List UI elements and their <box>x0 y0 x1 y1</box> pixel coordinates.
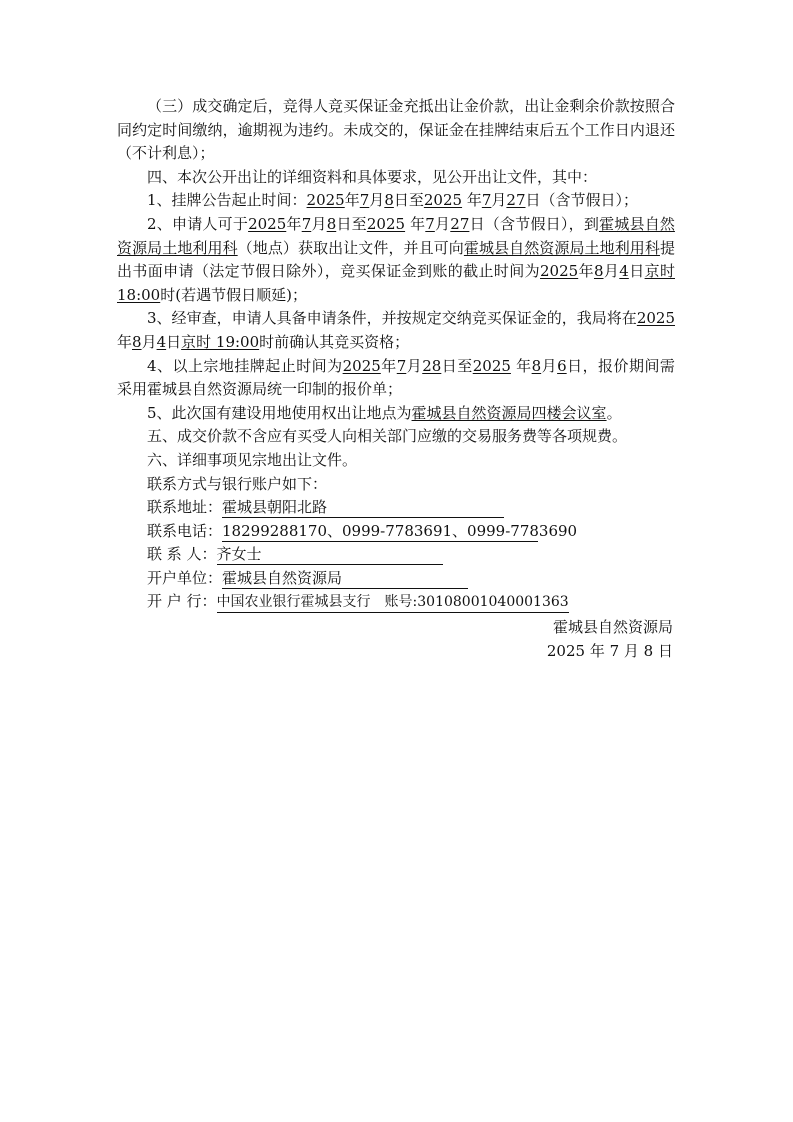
document-body <box>117 95 675 614</box>
item-listing-period: 1、挂牌公告起止时间：2025年7月8日至2025 年7月27日（含节假日）； <box>147 191 639 210</box>
contact-person: 齐女士 <box>217 545 443 565</box>
contact-address: 霍城县朝阳北路 <box>222 498 504 518</box>
contact-phone-row: 联系电话：18299288170、0999-7783691、0999-7783690 <box>147 521 578 540</box>
signature-org: 霍城县自然资源局 <box>552 618 673 636</box>
item-transfer-location: 5、此次国有建设用地使用权出让地点为霍城县自然资源局四楼会议室。 <box>147 403 622 422</box>
location-land-use-office: 霍城县自然资源局土地利用科 <box>117 214 675 257</box>
paragraph-section-six: 六、详细事项见宗地出让文件。 <box>147 450 358 469</box>
contact-person-row: 联 系 人：齐女士 <box>147 543 675 567</box>
contact-unit-row: 开户单位：霍城县自然资源局 <box>147 567 675 591</box>
paragraph-deposit-offset: （三）成交确定后，竞得人竞买保证金充抵出让金价款，出让金剩余价款按照合同约定时间缴纳，逾期视为违约。未成交的，保证金在挂牌结束后五个工作日内退还（不计利息）； <box>117 97 675 163</box>
paragraph-section-four: 四、本次公开出让的详细资料和具体要求，见公开出让文件，其中： <box>147 167 598 186</box>
contact-heading: 联系方式与银行账户如下： <box>147 474 328 493</box>
contact-address-row: 联系地址：霍城县朝阳北路 <box>147 496 675 520</box>
contact-bank-row: 开 户 行：中国农业银行霍城县支行 账号:30108001040001363 <box>147 590 675 614</box>
bank-account: 中国农业银行霍城县支行 账号:30108001040001363 <box>217 593 569 613</box>
location-land-use-office-2: 霍城县自然资源局土地利用科 <box>463 238 660 257</box>
paragraph-section-five: 五、成交价款不含应有买受人向相关部门应缴的交易服务费等各项规费。 <box>147 427 628 446</box>
contact-phone: 18299288170、0999-7783691、0999-7783690 <box>222 521 578 540</box>
item-application: 2、申请人可于2025年7月8日至2025 年7月27日（含节假日），到霍城县自然资源局土地利用科（地点）获取出让文件，并且可向霍城县自然资源局土地利用科提出书面申请（法定节假日除外），竞买保证金到账的截止时间为2025年8月4日京时 18:00时(若遇节假日顺延)； <box>117 214 675 304</box>
contact-block <box>147 473 675 615</box>
item-bidding-period: 4、以上宗地挂牌起止时间为2025年7月28日至2025 年8月6日，报价期间需采用霍城县自然资源局统一印制的报价单； <box>117 356 675 399</box>
signature-date: 2025 年 7 月 8 日 <box>546 642 673 660</box>
item-qualification: 3、经审查，申请人具备申请条件，并按规定交纳竞买保证金的，我局将在2025年8月4日京时 19:00时前确认其竞买资格； <box>117 309 675 351</box>
account-unit: 霍城县自然资源局 <box>222 569 468 589</box>
